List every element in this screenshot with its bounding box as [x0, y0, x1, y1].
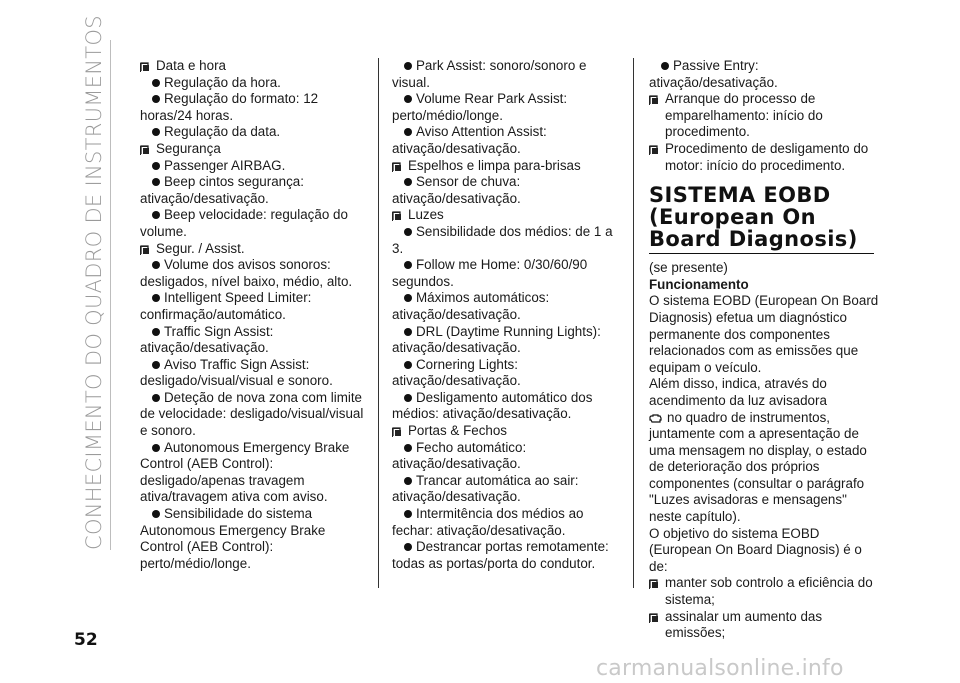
round-bullet-icon [404, 444, 412, 452]
menu-entry-label: Espelhos e limpa para-brisas [408, 157, 581, 173]
menu-entry-label: Portas & Fechos [408, 423, 507, 439]
menu-entry-label: Segur. / Assist. [156, 240, 245, 256]
submenu-entry-label: Cornering Lights: ativação/desativação. [392, 356, 521, 389]
submenu-entry [649, 58, 881, 91]
round-bullet-icon [152, 211, 160, 219]
round-bullet-icon [404, 510, 412, 518]
intro-note: (se presente) [649, 260, 728, 276]
square-bullet-icon [140, 243, 150, 253]
menu-entry [392, 158, 617, 175]
square-bullet-icon [140, 143, 150, 153]
submenu-entry [140, 124, 365, 141]
round-bullet-icon [152, 162, 160, 170]
heading-line-3: Board Diagnosis) [649, 227, 858, 252]
menu-entry [649, 91, 881, 141]
square-bullet-icon [649, 577, 659, 587]
submenu-entry [392, 324, 617, 357]
submenu-entry [140, 207, 365, 240]
round-bullet-icon [152, 444, 160, 452]
submenu-entry [140, 158, 365, 175]
submenu-entry-label: Deteção de nova zona com limite de velocidade: desligado/visual/visual e sonoro. [140, 389, 364, 439]
submenu-entry-label: Intermitência dos médios ao fechar: ativação/desativação. [392, 506, 584, 538]
square-bullet-icon [392, 425, 402, 435]
submenu-entry-label: Volume dos avisos sonoros: desligados, nível baixo, médio, alto. [140, 257, 353, 289]
heading-underline [649, 253, 874, 254]
watermark: carmanualsonline.info [596, 656, 844, 681]
submenu-entry [392, 174, 617, 207]
round-bullet-icon [152, 79, 160, 87]
submenu-entry-label: Passive Entry: ativação/desativação. [649, 58, 778, 90]
submenu-entry [140, 257, 365, 290]
column-divider-2 [633, 58, 634, 588]
round-bullet-icon [152, 95, 160, 103]
submenu-entry [392, 473, 617, 506]
round-bullet-icon [152, 294, 160, 302]
submenu-entry-label: Máximos automáticos: ativação/desativação. [392, 290, 550, 322]
round-bullet-icon [152, 361, 160, 369]
col3-lead [649, 58, 881, 91]
submenu-entry [392, 440, 617, 473]
column-divider-1 [378, 58, 379, 588]
round-bullet-icon [404, 328, 412, 336]
submenu-entry [140, 324, 365, 357]
submenu-entry [392, 91, 617, 124]
paragraph-2 [649, 376, 881, 525]
submenu-entry-label: Aviso Traffic Sign Assist: desligado/visual/visual e sonoro. [140, 356, 333, 389]
square-bullet-icon [392, 160, 402, 170]
submenu-entry [140, 91, 365, 124]
submenu-entry-label: Passenger AIRBAG. [164, 157, 286, 173]
submenu-entry [392, 58, 617, 91]
round-bullet-icon [404, 228, 412, 236]
side-section-title: CONHECIMENTO DO QUADRO DE INSTRUMENTOS [82, 15, 106, 550]
square-bullet-icon [649, 611, 659, 621]
submenu-entry-label: Regulação do formato: 12 horas/24 horas. [140, 91, 319, 123]
paragraph-2-b: no quadro de instrumentos, juntamente com a apresentação de uma mensagem no display, o estado de deterioração dos próprios componentes (consultar o parágrafo "Luzes avisadoras e mensagens" neste capítulo). [649, 409, 867, 525]
submenu-entry-label: Regulação da data. [164, 124, 281, 140]
submenu-entry-label: Regulação da hora. [164, 74, 281, 90]
submenu-entry-label: Beep velocidade: regulação do volume. [140, 207, 348, 239]
round-bullet-icon [152, 510, 160, 518]
submenu-entry-label: Aviso Attention Assist: ativação/desativação. [392, 124, 547, 156]
menu-entry-label: Data e hora [156, 58, 226, 73]
round-bullet-icon [404, 128, 412, 136]
submenu-entry [140, 506, 365, 572]
submenu-entry-label: Trancar automática ao sair: ativação/desativação. [392, 472, 579, 505]
menu-entry [140, 58, 365, 75]
round-bullet-icon [404, 294, 412, 302]
menu-entry [649, 609, 881, 642]
section-heading [649, 184, 881, 250]
round-bullet-icon [152, 178, 160, 186]
submenu-entry-label: Park Assist: sonoro/sonoro e visual. [392, 58, 587, 90]
round-bullet-icon [404, 361, 412, 369]
column-1 [140, 58, 365, 572]
paragraph-3: O objetivo do sistema EOBD (European On Board Diagnosis) é o de: [649, 525, 862, 574]
menu-entry-label: Segurança [156, 140, 221, 156]
submenu-entry-label: Follow me Home: 0/30/60/90 segundos. [392, 257, 588, 289]
menu-entry [392, 207, 617, 224]
submenu-entry-label: Fecho automático: ativação/desativação. [392, 439, 527, 472]
submenu-entry [140, 440, 365, 506]
submenu-entry-label: Sensibilidade do sistema Autonomous Emergency Brake Control (AEB Control): perto/médio/longe. [140, 506, 326, 571]
submenu-entry [392, 257, 617, 290]
menu-entry [392, 423, 617, 440]
submenu-entry [140, 174, 365, 207]
submenu-entry [392, 124, 617, 157]
engine-warning-icon [649, 412, 663, 424]
submenu-entry-label: Intelligent Speed Limiter: confirmação/automático. [140, 290, 312, 322]
square-bullet-icon [392, 209, 402, 219]
submenu-entry [140, 390, 365, 440]
menu-entry [140, 241, 365, 258]
heading-line-1: SISTEMA EOBD [649, 183, 831, 208]
submenu-entry [140, 290, 365, 323]
col3-tops [649, 91, 881, 174]
submenu-entry-label: Desligamento automático dos médios: ativação/desativação. [392, 389, 593, 422]
menu-entry [140, 141, 365, 158]
round-bullet-icon [404, 178, 412, 186]
paragraph-2-a: Além disso, indica, através do acendimento da luz avisadora [649, 376, 827, 408]
round-bullet-icon [404, 477, 412, 485]
menu-entry-label: assinalar um aumento das emissões; [665, 608, 823, 641]
square-bullet-icon [140, 60, 150, 70]
submenu-entry-label: Autonomous Emergency Brake Control (AEB Control): desligado/apenas travagem ativa/travagem ativa com aviso. [140, 439, 350, 505]
square-bullet-icon [649, 143, 659, 153]
submenu-entry [140, 357, 365, 390]
square-bullet-icon [649, 93, 659, 103]
submenu-entry [392, 357, 617, 390]
menu-entry [649, 141, 881, 174]
submenu-entry [392, 290, 617, 323]
menu-entry-label: Arranque do processo de emparelhamento: início do procedimento. [665, 91, 823, 140]
menu-entry-label: Luzes [408, 207, 444, 223]
submenu-entry-label: Volume Rear Park Assist: perto/médio/longe. [392, 91, 568, 123]
page-number: 52 [74, 630, 98, 650]
round-bullet-icon [404, 543, 412, 551]
column-2 [392, 58, 617, 572]
heading-line-2: (European On [649, 205, 816, 230]
menu-entry-label: manter sob controlo a eficiência do sistema; [665, 575, 873, 608]
submenu-entry [392, 224, 617, 257]
round-bullet-icon [152, 328, 160, 336]
column-3 [649, 58, 881, 642]
submenu-entry-label: Traffic Sign Assist: ativação/desativação. [140, 323, 274, 356]
submenu-entry [392, 390, 617, 423]
submenu-entry-label: Sensor de chuva: ativação/desativação. [392, 174, 521, 206]
round-bullet-icon [404, 394, 412, 402]
round-bullet-icon [404, 95, 412, 103]
round-bullet-icon [152, 394, 160, 402]
round-bullet-icon [152, 261, 160, 269]
round-bullet-icon [661, 62, 669, 70]
paragraph-1: O sistema EOBD (European On Board Diagnosis) efetua um diagnóstico permanente dos componentes relacionados com as emissões que equipam o veículo. [649, 293, 879, 375]
submenu-entry-label: Destrancar portas remotamente: todas as portas/porta do condutor. [392, 539, 609, 571]
round-bullet-icon [404, 62, 412, 70]
submenu-entry-label: Beep cintos segurança: ativação/desativação. [140, 174, 304, 206]
submenu-entry [392, 539, 617, 572]
side-rule [110, 40, 111, 550]
subheading-funcionamento: Funcionamento [649, 276, 749, 292]
submenu-entry [140, 75, 365, 92]
menu-entry-label: Procedimento de desligamento do motor: início do procedimento. [665, 140, 869, 173]
round-bullet-icon [152, 128, 160, 136]
submenu-entry-label: Sensibilidade dos médios: de 1 a 3. [392, 223, 613, 256]
menu-entry [649, 575, 881, 608]
round-bullet-icon [404, 261, 412, 269]
submenu-entry-label: DRL (Daytime Running Lights): ativação/desativação. [392, 323, 601, 356]
col3-tail-tops [649, 575, 881, 641]
submenu-entry [392, 506, 617, 539]
